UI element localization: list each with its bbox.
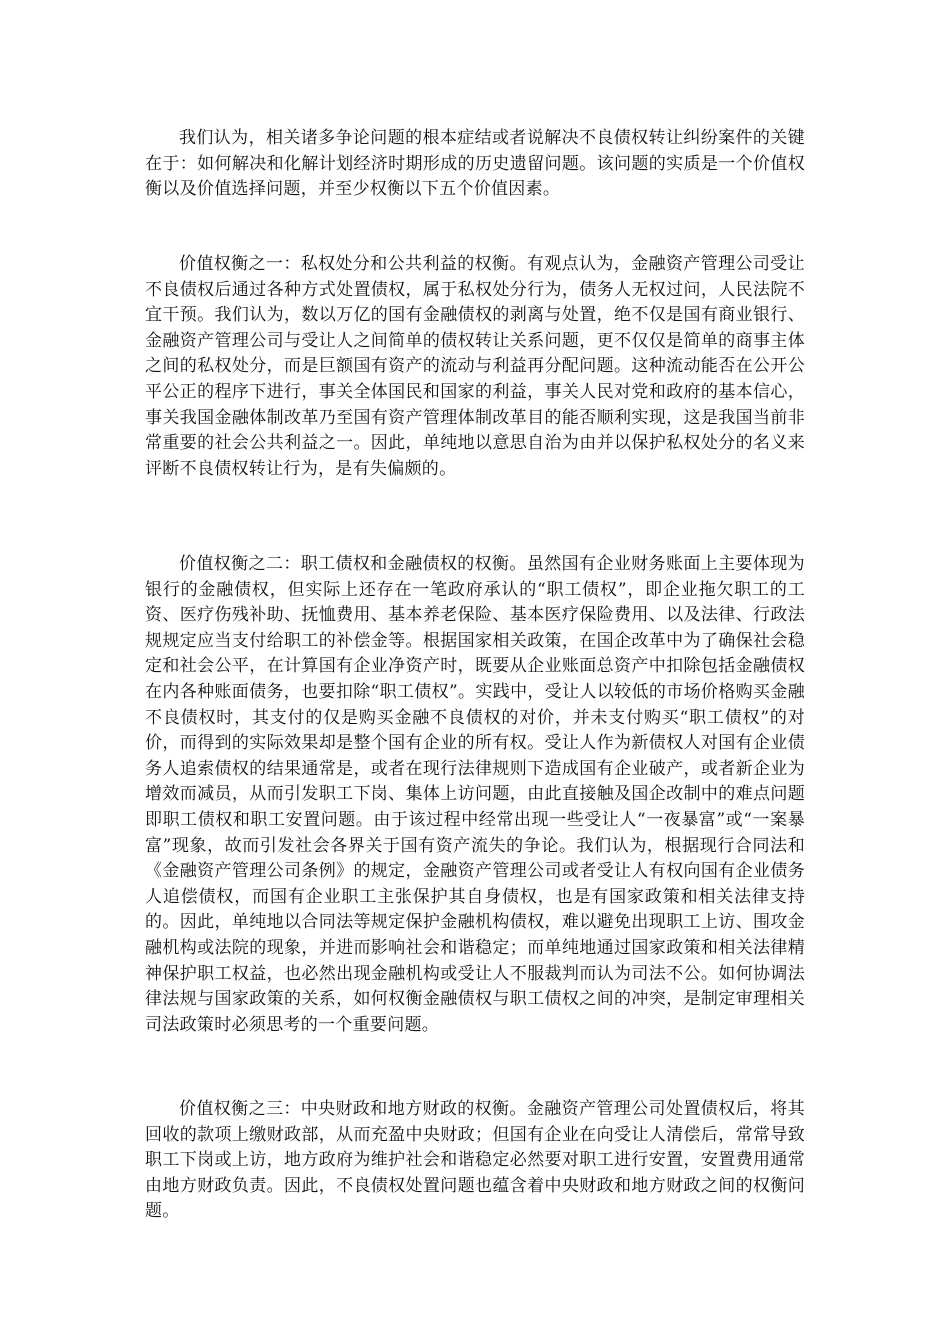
paragraph-value-balance-3: 价值权衡之三：中央财政和地方财政的权衡。金融资产管理公司处置债权后，将其回收的款项上缴财政部，从而充盈中央财政；但国有企业在向受让人清偿后，常常导致职工下岗或上访，地方政府为维护社会和谐稳定必然要对职工进行安置，安置费用通常由地方财政负责。因此，不良债权处置问题也蕴含着中央财政和地方财政之间的权衡问题。 bbox=[145, 1099, 805, 1222]
paragraph-value-balance-2: 价值权衡之二：职工债权和金融债权的权衡。虽然国有企业财务账面上主要体现为银行的金融债权，但实际上还存在一笔政府承认的“职工债权”，即企业拖欠职工的工资、医疗伤残补助、抚恤费用、基本养老保险、基本医疗保险费用、以及法律、行政法规规定应当支付给职工的补偿金等。根据国家相关政策，在国企改革中为了确保社会稳定和社会公平，在计算国有企业净资产时，既要从企业账面总资产中扣除包括金融债权在内各种账面债务，也要扣除“职工债权”。实践中，受让人以较低的市场价格购买金融不良债权时，其支付的仅是购买金融不良债权的对价，并未支付购买“职工债权”的对价，而得到的实际效果却是整个国有企业的所有权。受让人作为新债权人对国有企业债务人追索债权的结果通常是，或者在现行法律规则下造成国有企业破产，或者新企业为增效而减员，从而引发职工下岗、集体上访问题，由此直接触及国企改制中的难点问题即职工债权和职工安置问题。由于该过程中经常出现一些受让人“一夜暴富”或“一案暴富”现象，故而引发社会各界关于国有资产流失的争论。我们认为，根据现行合同法和《金融资产管理公司条例》的规定，金融资产管理公司或者受让人有权向国有企业债务人追偿债权，而国有企业职工主张保护其自身债权，也是有国家政策和相关法律支持的。因此，单纯地以合同法等规定保护金融机构债权，难以避免出现职工上访、围攻金融机构或法院的现象，并进而影响社会和谐稳定；而单纯地通过国家政策和相关法律精神保护职工权益，也必然出现金融机构或受让人不服裁判而认为司法不公。如何协调法律法规与国家政策的关系，如何权衡金融债权与职工债权之间的冲突，是制定审理相关司法政策时必须思考的一个重要问题。 bbox=[145, 554, 805, 1035]
paragraph-value-balance-1: 价值权衡之一：私权处分和公共利益的权衡。有观点认为，金融资产管理公司受让不良债权后通过各种方式处置债权，属于私权处分行为，债务人无权过问，人民法院不宜干预。我们认为，数以万亿的国有金融债权的剥离与处置，绝不仅是国有商业银行、金融资产管理公司与受让人之间简单的债权转让关系问题，更不仅仅是简单的商事主体之间的私权处分，而是巨额国有资产的流动与利益再分配问题。这种流动能否在公开公平公正的程序下进行，事关全体国民和国家的利益，事关人民对党和政府的基本信心，事关我国金融体制改革乃至国有资产管理体制改革目的能否顺利实现，这是我国当前非常重要的社会公共利益之一。因此，单纯地以意思自治为由并以保护私权处分的名义来评断不良债权转让行为，是有失偏颇的。 bbox=[145, 254, 805, 479]
paragraph-intro: 我们认为，相关诸多争论问题的根本症结或者说解决不良债权转让纠纷案件的关键在于：如何解决和化解计划经济时期形成的历史遗留问题。该问题的实质是一个价值权衡以及价值选择问题，并至少权衡以下五个价值因素。 bbox=[145, 128, 805, 200]
